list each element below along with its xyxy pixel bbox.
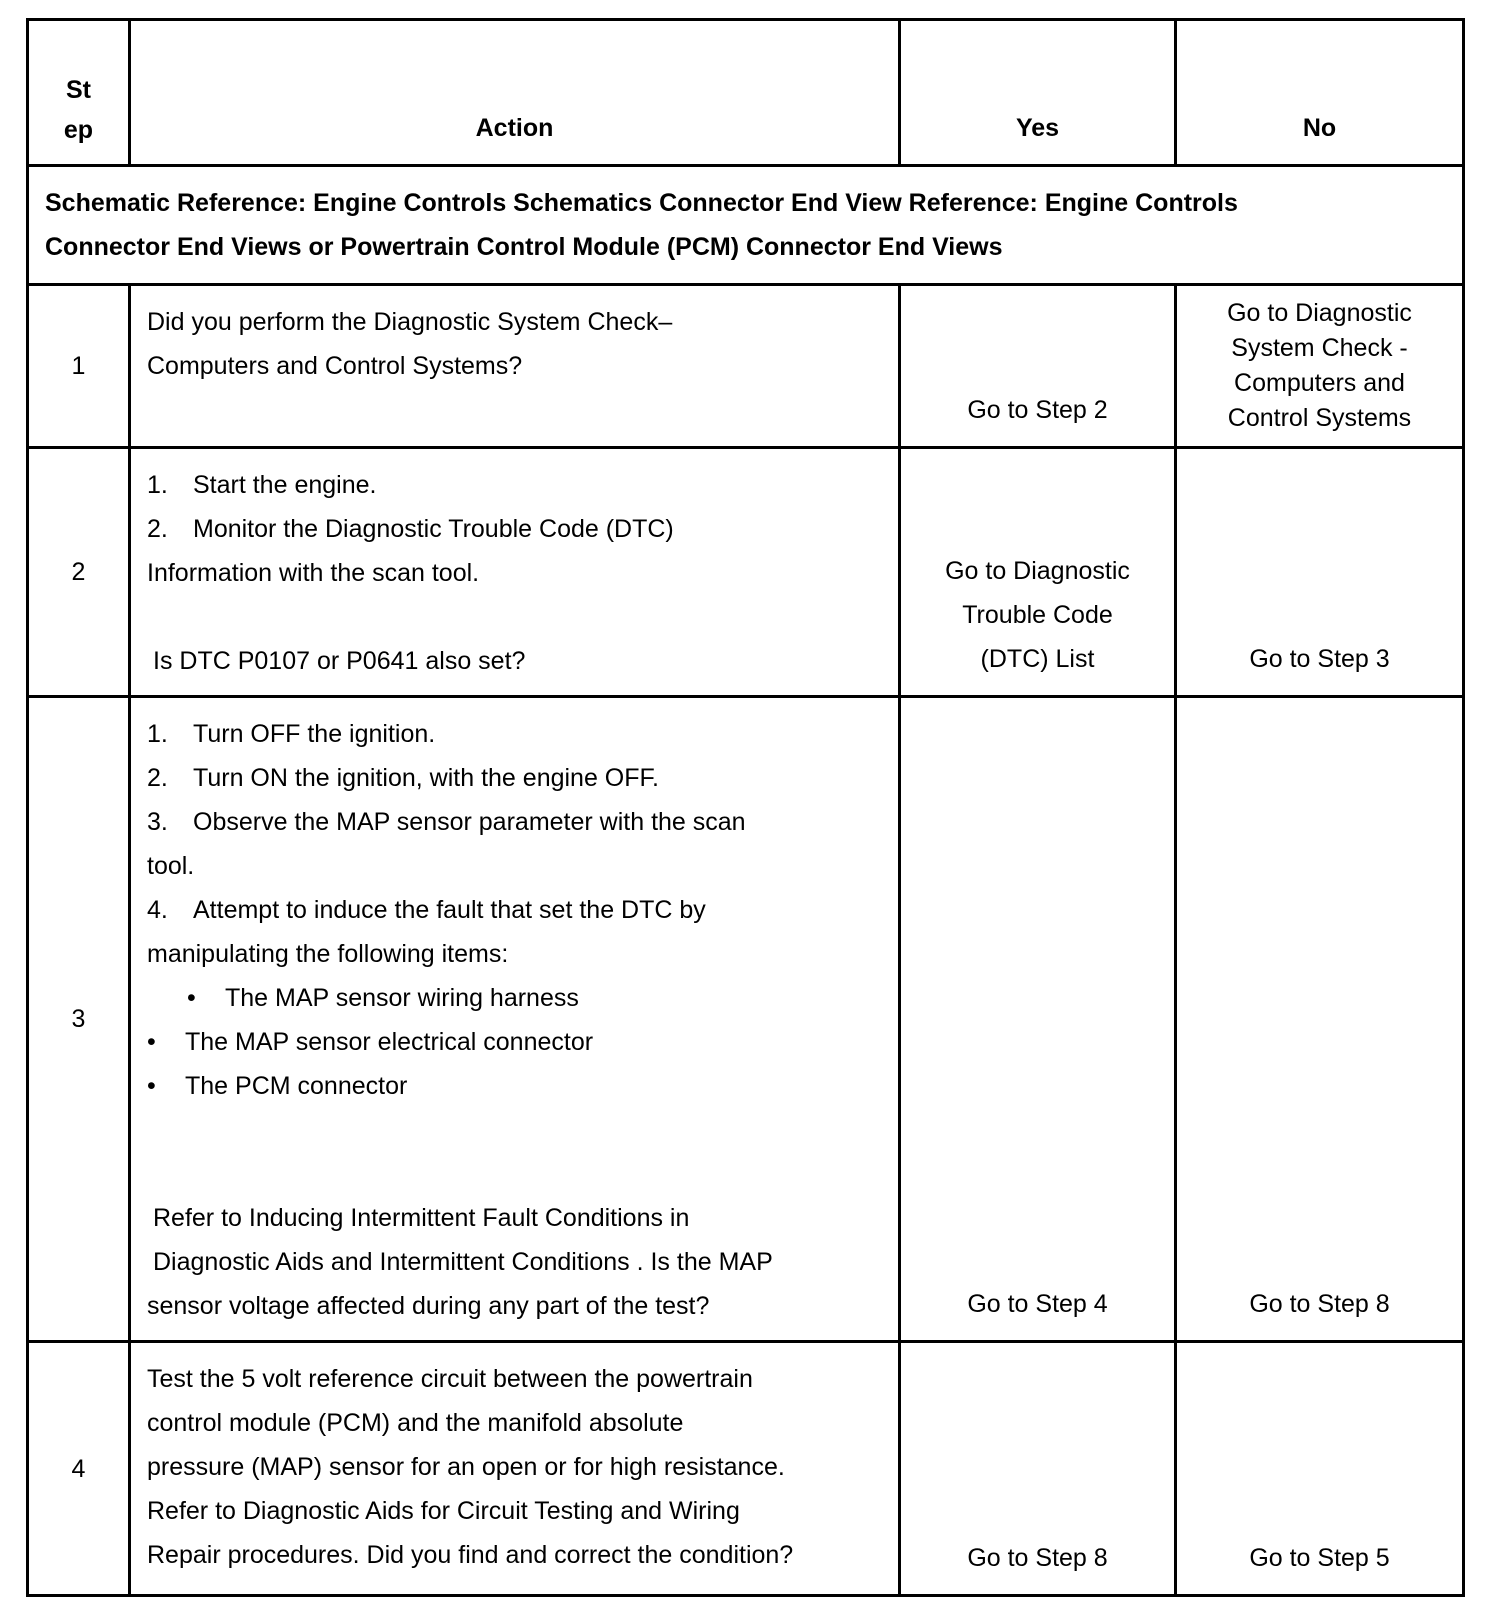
item-number: 1. — [147, 471, 168, 499]
step-number: 4 — [28, 1342, 130, 1596]
action-line: Test the 5 volt reference circuit between the powertrain — [147, 1365, 753, 1393]
bullet-item — [147, 976, 882, 1020]
item-number: 2. — [147, 764, 168, 792]
action-line: sensor voltage affected during any part of the test? — [147, 1292, 710, 1320]
header-step-line2: ep — [63, 116, 94, 144]
table-row — [28, 448, 1464, 697]
step-number: 3 — [28, 697, 130, 1342]
yes-cell — [900, 448, 1176, 697]
reference-line-2: Connector End Views or Powertrain Control Module (PCM) Connector End Views — [45, 233, 1003, 261]
reference-cell — [28, 166, 1464, 285]
yes-line: Trouble Code — [962, 601, 1113, 629]
step-number: 1 — [28, 285, 130, 448]
action-line: Information with the scan tool. — [147, 559, 480, 587]
bullet-icon: • — [187, 984, 196, 1012]
action-line: Refer to Diagnostic Aids for Circuit Testing and Wiring — [147, 1497, 740, 1525]
no-line: System Check - — [1231, 334, 1408, 362]
action-line: Computers and Control Systems? — [147, 352, 523, 380]
spacer — [147, 1108, 882, 1196]
action-cell — [130, 697, 900, 1342]
table-header-row — [28, 20, 1464, 166]
bullet-icon: • — [147, 1072, 156, 1100]
item-number: 3. — [147, 808, 168, 836]
item-text: Turn ON the ignition, with the engine OFF. — [193, 764, 659, 792]
action-line: Repair procedures. Did you find and correct the condition? — [147, 1541, 794, 1569]
no-line: Go to Diagnostic — [1227, 299, 1412, 327]
numbered-item — [147, 756, 882, 800]
action-line: control module (PCM) and the manifold absolute — [147, 1409, 684, 1437]
bullet-item — [147, 1020, 882, 1064]
bullet-item — [147, 1064, 882, 1108]
no-line: Computers and — [1234, 369, 1405, 397]
action-line: Did you perform the Diagnostic System Check– — [147, 308, 673, 336]
item-number: 2. — [147, 515, 168, 543]
action-line: tool. — [147, 852, 195, 880]
no-cell — [1176, 285, 1464, 448]
spacer — [147, 595, 882, 639]
bullet-icon: • — [147, 1028, 156, 1056]
item-text: Observe the MAP sensor parameter with the scan — [193, 808, 746, 836]
action-line: pressure (MAP) sensor for an open or for high resistance. — [147, 1453, 785, 1481]
bullet-text: The MAP sensor electrical connector — [185, 1028, 594, 1056]
numbered-item — [147, 712, 882, 756]
reference-row — [28, 166, 1464, 285]
action-cell — [130, 285, 900, 448]
numbered-item — [147, 888, 882, 932]
numbered-item — [147, 507, 882, 551]
item-text: Turn OFF the ignition. — [193, 720, 436, 748]
header-no: No — [1176, 20, 1464, 166]
numbered-item — [147, 463, 882, 507]
reference-line-1: Schematic Reference: Engine Controls Schematics Connector End View Reference: Engine Controls — [45, 189, 1238, 217]
yes-cell: Go to Step 4 — [900, 697, 1176, 1342]
header-yes: Yes — [900, 20, 1176, 166]
yes-line: (DTC) List — [980, 645, 1095, 673]
yes-cell: Go to Step 2 — [900, 285, 1176, 448]
bullet-text: The MAP sensor wiring harness — [225, 984, 579, 1012]
action-line: manipulating the following items: — [147, 940, 509, 968]
step-number: 2 — [28, 448, 130, 697]
table-row — [28, 285, 1464, 448]
action-question: Is DTC P0107 or P0641 also set? — [153, 647, 526, 675]
diagnostic-table — [26, 18, 1465, 1597]
action-line: Refer to Inducing Intermittent Fault Conditions in — [153, 1204, 690, 1232]
action-cell — [130, 1342, 900, 1596]
no-cell: Go to Step 3 — [1176, 448, 1464, 697]
item-text: Start the engine. — [193, 471, 377, 499]
item-text: Monitor the Diagnostic Trouble Code (DTC) — [193, 515, 674, 543]
action-line: Diagnostic Aids and Intermittent Conditions . Is the MAP — [153, 1248, 773, 1276]
item-number: 1. — [147, 720, 168, 748]
yes-cell: Go to Step 8 — [900, 1342, 1176, 1596]
numbered-item — [147, 800, 882, 844]
header-action: Action — [130, 20, 900, 166]
table-row — [28, 697, 1464, 1342]
no-cell: Go to Step 8 — [1176, 697, 1464, 1342]
bullet-text: The PCM connector — [185, 1072, 408, 1100]
action-cell — [130, 448, 900, 697]
table-row — [28, 1342, 1464, 1596]
no-cell: Go to Step 5 — [1176, 1342, 1464, 1596]
header-step-line1: St — [66, 76, 91, 104]
header-step — [28, 20, 130, 166]
item-text: Attempt to induce the fault that set the DTC by — [193, 896, 706, 924]
no-line: Control Systems — [1227, 404, 1412, 432]
yes-line: Go to Diagnostic — [945, 557, 1130, 585]
item-number: 4. — [147, 896, 168, 924]
